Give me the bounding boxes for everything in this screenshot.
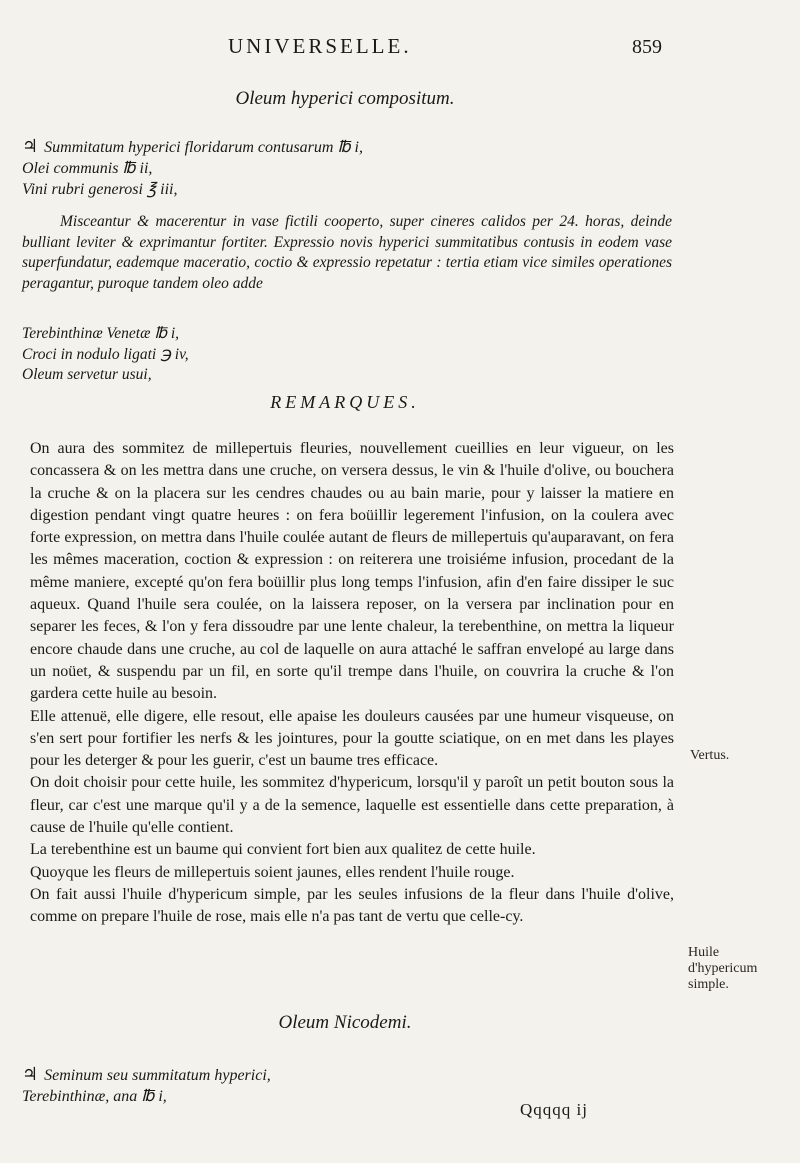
- running-head: [0, 34, 800, 64]
- running-title: UNIVERSELLE.: [228, 34, 412, 58]
- ingredient-list: [22, 136, 363, 200]
- remarque-paragraph: On doit choisir pour cette huile, les sommitez d'hypericum, lorsqu'il y paroît un petit bouton sous la fleur, car c'est une marque qu'il y a de la semence, laquelle est essentielle dans cette preparation, à cause de l'huile qu'elle contient.: [30, 774, 674, 837]
- recipe-sign-icon: ♃: [22, 1064, 39, 1084]
- addition-line: Oleum servetur usui,: [22, 366, 152, 383]
- recipe-title: Oleum hyperici compositum.: [235, 88, 455, 109]
- method-paragraph: Misceantur & macerentur in vase fictili cooperto, super cineres calidos per 24. horas, deinde bulliant leviter & exprimantur fortiter. Expressio novis hyperici summitatibus contusis in eodem vase superfundatur, eademque maceratio, coctio & expressio repetatur : tertia etiam vice similes operationes peragantur, puroque tandem oleo adde: [22, 213, 672, 292]
- page-number: 859: [632, 36, 662, 58]
- ingredient-list-nicodemi: [22, 1064, 271, 1107]
- ingredient-line: Vini rubri generosi ℥ iii,: [22, 181, 178, 198]
- remarque-paragraph: La terebenthine est un baume qui convient fort bien aux qualitez de cette huile.: [30, 841, 536, 859]
- addition-line: Terebinthinæ Venetæ ℔ i,: [22, 325, 180, 342]
- remarques-heading: REMARQUES.: [270, 392, 420, 412]
- ingredient-line: ♃ Seminum seu summitatum hyperici,: [22, 1064, 271, 1084]
- recipe-sign-icon: ♃: [22, 136, 39, 156]
- remarques-body: [30, 438, 674, 929]
- signature-mark: Qqqqq ij: [520, 1100, 588, 1119]
- remarque-paragraph: Elle attenuë, elle digere, elle resout, elle apaise les douleurs causées par une humeur visqueuse, on s'en sert pour fortifier les nerfs & les jointures, pour la goutte sciatique, on en met dans les playes pour les deterger & pour les guerir, c'est un baume tres efficace.: [30, 707, 674, 770]
- margin-note-huile-simple: Huile d'hypericum simple.: [688, 945, 758, 992]
- addition-line: Croci in nodulo ligati ℈ iv,: [22, 345, 189, 363]
- ingredient-line: ♃ Summitatum hyperici floridarum contusarum ℔ i,: [22, 136, 363, 156]
- recipe-title-nicodemi: Oleum Nicodemi.: [278, 1012, 412, 1033]
- remarque-paragraph: Quoyque les fleurs de millepertuis soient jaunes, elles rendent l'huile rouge.: [30, 863, 515, 881]
- remarque-paragraph: On fait aussi l'huile d'hypericum simple, par les seules infusions de la fleur dans l'huile d'olive, comme on prepare l'huile de rose, mais elle n'a pas tant de vertu que celle-cy.: [30, 885, 674, 926]
- addition-list: [22, 324, 189, 386]
- ingredient-line: Olei communis ℔ ii,: [22, 160, 153, 177]
- ingredient-line: Terebinthinæ, ana ℔ i,: [22, 1088, 167, 1105]
- margin-note-vertus: Vertus.: [690, 748, 730, 763]
- remarque-paragraph: On aura des sommitez de millepertuis fleuries, nouvellement cueillies en leur vigueur, on les concassera & on les mettra dans une cruche, on versera dessus, le vin & l'huile d'olive, ou bouchera la cruche & on la placera sur les cendres chaudes ou au bain marie, pour y laisser la matiere en digestion pendant vingt quatre heures : on fera boüillir legerement l'infusion, on la coulera avec forte expression, on mettra dans l'huile coulée autant de fleurs de millepertuis qu'auparavant, on fera les mêmes maceration, coction & expression : on reiterera une troisiéme infusion, procedant de la même maniere, excepté qu'on fera boüillir plus long temps l'infusion, afin d'en faire dissiper le suc aqueux. Quand l'huile sera coulée, on la laissera reposer, on la versera par inclination pour en separer les feces, & l'on y fera dissoudre par une lente chaleur, la terebenthine, on mettra la liqueur encore chaude dans une cruche, au col de laquelle on aura attaché le saffran envelopé au large dans un noüet, & suspendu par un fil, en sorte qu'il trempe dans l'huile, on couvrira la cruche & l'on gardera cette huile au besoin.: [30, 440, 674, 703]
